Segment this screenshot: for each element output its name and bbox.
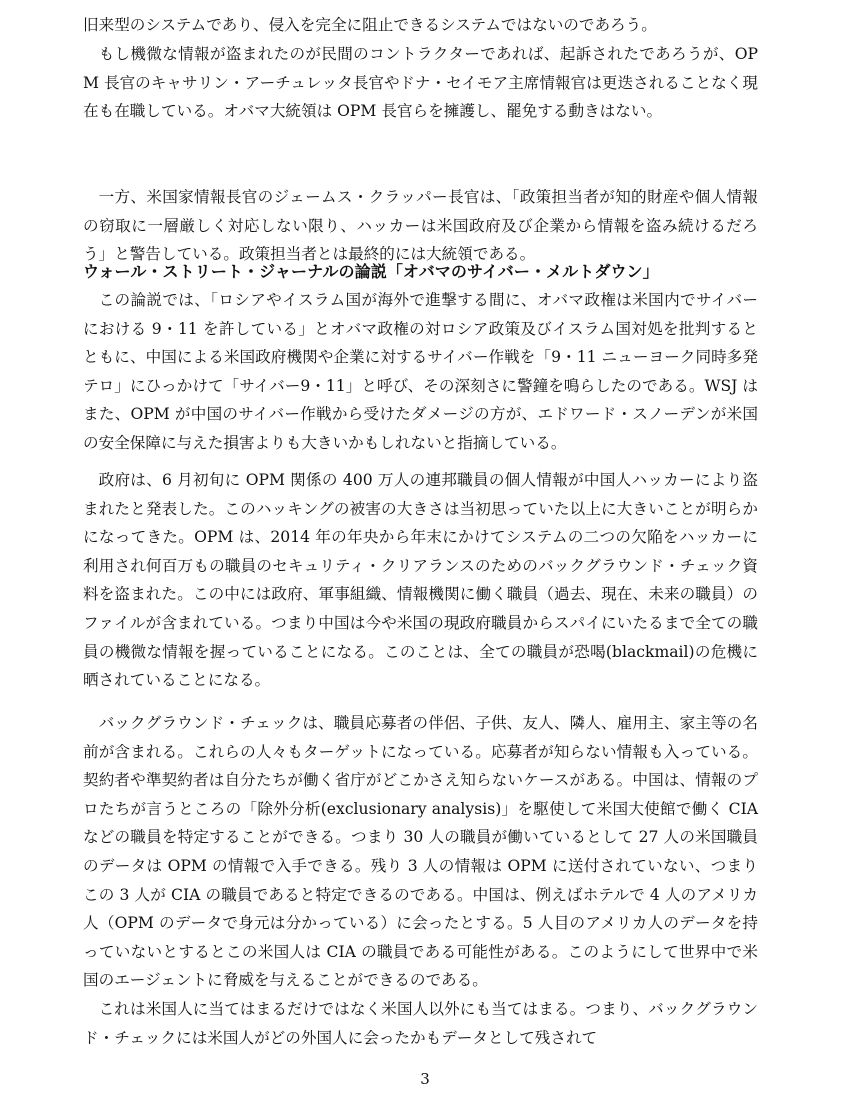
paragraph-4: この論説では、「ロシアやイスラム国が海外で進撃する間に、オバマ政権は米国内でサイバーにおける 9・11 を許している」とオバマ政権の対ロシア政策及びイスラム国対処を批判するとともに、中国による米国政府機関や企業に対するサイバー作戦を「9・11 ニューヨーク同時多発テロ」にひっかけて「サイバー9・11」と呼び、その深刻さに警鐘を鳴らしたのである。WSJ はまた、OPM が中国のサイバー作戦から受けたダメージの方が、エドワード・スノーデンが米国の安全保障に与えた損害よりも大きいかもしれないと指摘している。 [83,291,758,452]
page-number: 3 [420,1070,430,1088]
paragraph-6: バックグラウンド・チェックは、職員応募者の伴侶、子供、友人、隣人、雇用主、家主等の名前が含まれる。これらの人々もターゲットになっている。応募者が知らない情報も入っている。契約者や準契約者は自分たちが働く省庁がどこかさえ知らないケースがある。中国は、情報のプロたちが言うところの「除外分析(exclusionary analysis)」を駆使して米国大使館で働く CIA などの職員を特定することができる。つまり 30 人の職員が働いているとして 27 人の米国職員のデータは OPM の情報で入手できる。残り 3 人の情報は OPM に送付されていない、つまりこの 3 人が CIA の職員であると特定できるのである。中国は、例えばホテルで 4 人のアメリカ人（OPM のデータで身元は分かっている）に会ったとする。5 人目のアメリカ人のデータを持っていないとするとこの米国人は CIA の職員である可能性がある。このようにして世界中で米国のエージェントに脅威を与えることができるのである。 [83,714,758,990]
paragraph-1: 旧来型のシステムであり、侵入を完全に阻止できるシステムではないのであろう。 [83,16,657,34]
section-heading: ウォール・ストリート・ジャーナルの論説「オバマのサイバー・メルトダウン」 [83,262,659,281]
paragraph-2: もし機微な情報が盗まれたのが民間のコントラクターであれば、起訴されたであろうが、OPM 長官のキャサリン・アーチュレッタ長官やドナ・セイモア主席情報官は更迭されることなく現在も在職している。オバマ大統領は OPM 長官らを擁護し、罷免する動きはない。 [83,45,758,121]
paragraph-3: 一方、米国家情報長官のジェームス・クラッパー長官は、「政策担当者が知的財産や個人情報の窃取に一層厳しく対応しない限り、ハッカーは米国政府及び企業から情報を盗み続けるだろう」と警告している。政策担当者とは最終的には大統領である。 [83,188,758,264]
paragraph-5: 政府は、6 月初旬に OPM 関係の 400 万人の連邦職員の個人情報が中国人ハッカーにより盗まれたと発表した。このハッキングの被害の大きさは当初思っていた以上に大きいことが明らかになってきた。OPM は、2014 年の年央から年末にかけてシステムの二つの欠陥をハッカーに利用され何百万もの職員のセキュリティ・クリアランスのためのバックグラウンド・チェック資料を盗まれた。この中には政府、軍事組織、情報機関に働く職員（過去、現在、未来の職員）のファイルが含まれている。つまり中国は今や米国の現政府職員からスパイにいたるまで全ての職員の機微な情報を握っていることになる。このことは、全ての職員が恐喝(blackmail)の危機に晒されていることになる。 [83,471,758,690]
paragraph-7: これは米国人に当てはまるだけではなく米国人以外にも当てはまる。つまり、バックグラウンド・チェックには米国人がどの外国人に会ったかもデータとして残されて [83,1000,758,1047]
